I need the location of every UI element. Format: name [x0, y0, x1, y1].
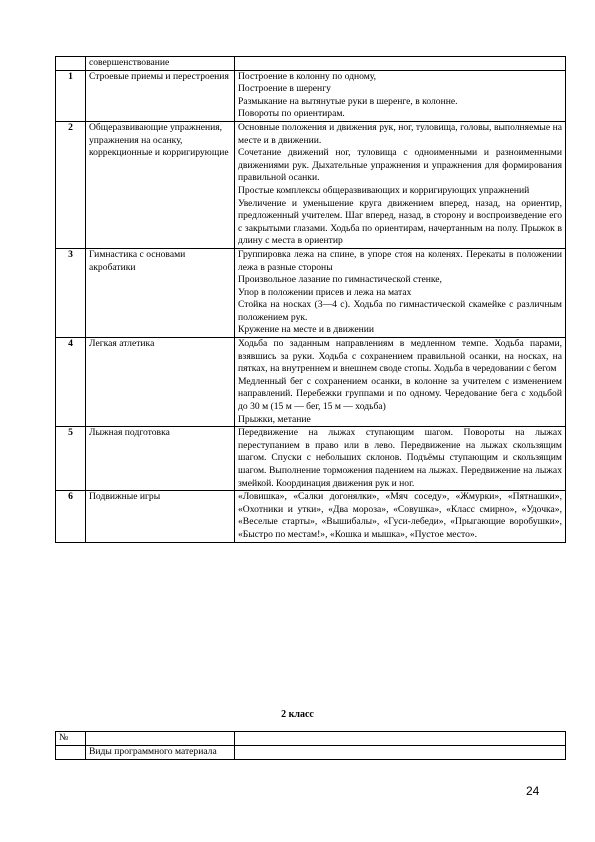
grade-2-table: [55, 731, 566, 760]
content-line: Ходьба по заданным направлениям в медленном темпе. Ходьба парами, взявшись за руки. Ходьба с сохранением правильной осанки, на носках, на пятках, на внутреннем и внешнем своде стопы. Ходьба в чередовании с бегом: [238, 338, 562, 375]
section-name: Подвижные игры: [86, 491, 235, 542]
content-line: Простые комплексы общеразвивающих и корригирующих упражнений: [238, 184, 530, 196]
table-row: [56, 121, 566, 248]
content-line: «Ловишка», «Салки догонялки», «Мяч соседу», «Жмурки», «Пятнашки», «Охотники и утки», «Два мороза», «Совушка», «Класс смирно», «Удочка», «Веселые старты», «Вышибалы», «Гуси-лебеди», «Прыгающие воробушки», «Быстро по местам!», «Кошка и мышка», «Пустое место».: [238, 491, 562, 540]
section-content: [235, 427, 566, 491]
section-content: [235, 248, 566, 337]
num-header: №: [56, 732, 86, 746]
table-row: [56, 70, 566, 121]
row-number: 6: [56, 491, 86, 542]
table-cell-empty: [86, 732, 235, 746]
program-table-body: [56, 57, 566, 543]
grade-title: 2 класс: [281, 709, 314, 720]
table-row: [56, 746, 566, 760]
section-name: Строевые приемы и перестроения: [86, 70, 235, 121]
section-content: [235, 121, 566, 248]
section-name: Общеразвивающие упражнения, упражнения на осанку, коррекционные и корригирующие: [86, 121, 235, 248]
table-cell-empty: [56, 746, 86, 760]
content-line: Кружение на месте и в движении: [238, 324, 375, 336]
section-content: [235, 491, 566, 542]
content-line: Основные положения и движения рук, ног, туловища, головы, выполняемые на месте и в движении.: [238, 121, 562, 146]
table-row: [56, 338, 566, 427]
content-line: Медленный бег с сохранением осанки, в колонне за учителем с изменением направлений. Перебежки группами и по одному. Чередование бега с ходьбой до 30 м (15 м — бег, 15 м — ходьба): [238, 375, 562, 413]
row-number: 3: [56, 248, 86, 337]
section-name: Гимнастика с основами акробатики: [86, 248, 235, 337]
row-number: 2: [56, 121, 86, 248]
section-name: Легкая атлетика: [86, 338, 235, 427]
section-content: [235, 70, 566, 121]
table-row: [56, 427, 566, 491]
section-content: [235, 338, 566, 427]
content-line: Стойка на носках (3—4 с). Ходьба по гимнастической скамейке с различным положением рук.: [238, 299, 562, 323]
table-cell-empty: [235, 746, 566, 760]
content-line: Группировка лежа на спине, в упоре стоя на коленях. Перекаты в положении лежа в разные стороны: [238, 248, 562, 273]
table-row: [56, 491, 566, 542]
content-line: Построение в колонну по одному,: [238, 70, 377, 82]
content-line: Увеличение и уменьшение круга движением вперед, назад, на ориентир, предложенный учителем. Шаг вперед, назад, в сторону и воспроизведение его с закрытыми глазами. Ходьба по ориентирам, начертанным на полу. Прыжок в длину с места в ориентир: [238, 197, 562, 247]
content-line: Сочетание движений ног, туловища с одноименными и разноименными движениями рук. Дыхательные упражнения и упражнения для формирования правильной осанки.: [238, 147, 562, 184]
table-row-top: [56, 57, 566, 71]
row-number: 4: [56, 338, 86, 427]
section-name: Лыжная подготовка: [86, 427, 235, 491]
program-table: [55, 56, 566, 543]
page-number: 24: [526, 784, 540, 798]
table-cell-section: совершенствование: [86, 57, 235, 71]
table-row: [56, 248, 566, 337]
table-header-row: [56, 732, 566, 746]
table-cell-empty: [235, 57, 566, 71]
content-line: Передвижение на лыжах ступающим шагом. Повороты на лыжах переступанием в право или в лево. Передвижение на лыжах скользящим шагом. Спуски с небольших склонов. Подъёмы ступающим и скользящим шагом. Выполнение торможения падением на лыжах. Передвижение на лыжах змейкой. Координация движения рук и ног.: [238, 427, 562, 489]
table-cell-empty: [56, 57, 86, 71]
content-line: Размыкание на вытянутые руки в шеренге, в колонне.: [238, 95, 458, 107]
row-number: 1: [56, 70, 86, 121]
table-cell-empty: [235, 732, 566, 746]
content-line: Упор в положении присев и лежа на матах: [238, 286, 412, 298]
col2-header: Виды программного материала: [86, 746, 235, 760]
content-line: Произвольное лазание по гимнастической стенке,: [238, 274, 442, 286]
content-line: Построение в шеренгу: [238, 83, 331, 95]
content-line: Прыжки, метание: [238, 413, 311, 425]
row-number: 5: [56, 427, 86, 491]
content-line: Повороты по ориентирам.: [238, 108, 345, 120]
